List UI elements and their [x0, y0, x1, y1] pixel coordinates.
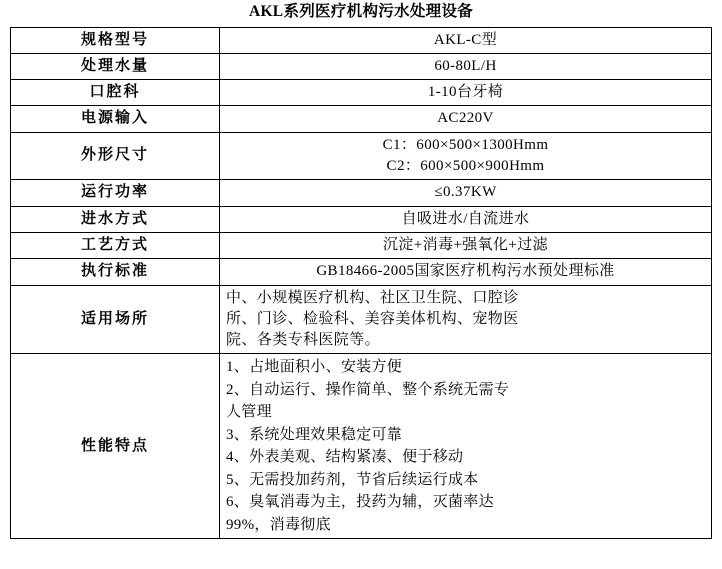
- row-value-dimensions: [220, 132, 712, 180]
- row-value-dental: 1-10台牙椅: [220, 80, 712, 106]
- table-row: [11, 285, 712, 354]
- page-title: AKL系列医疗机构污水处理设备: [248, 3, 474, 20]
- application-line-3: 院、各类专科医院等。: [226, 332, 381, 349]
- feature-line-7: 6、臭氧消毒为主，投药为辅，灭菌率达: [226, 494, 494, 511]
- row-label-operating-power: 运行功率: [11, 180, 220, 206]
- row-label-standard: 执行标准: [11, 259, 220, 285]
- feature-line-8: 99%，消毒彻底: [226, 516, 331, 533]
- row-value-capacity: 60-80L/H: [220, 53, 712, 79]
- table-row: [11, 53, 712, 79]
- row-label-applications: 适用场所: [11, 285, 220, 354]
- table-row: [11, 132, 712, 180]
- feature-line-3: 人管理: [226, 404, 272, 421]
- dimension-line-c2: C2：600×500×900Hmm: [386, 158, 545, 175]
- feature-line-4: 3、系统处理效果稳定可靠: [226, 426, 403, 443]
- row-label-process: 工艺方式: [11, 232, 220, 258]
- row-label-dental: 口腔科: [11, 80, 220, 106]
- row-label-power-input: 电源输入: [11, 106, 220, 132]
- row-value-power-input: AC220V: [220, 106, 712, 132]
- row-value-process: 沉淀+消毒+强氧化+过滤: [220, 232, 712, 258]
- dimension-line-c1: C1：600×500×1300Hmm: [382, 136, 549, 153]
- table-row: [11, 27, 712, 53]
- row-label-dimensions: 外形尺寸: [11, 132, 220, 180]
- table-row: [11, 106, 712, 132]
- application-line-1: 中、小规模医疗机构、社区卫生院、口腔诊: [226, 289, 519, 306]
- row-label-model: 规格型号: [11, 27, 220, 53]
- row-label-inlet-mode: 进水方式: [11, 206, 220, 232]
- application-line-2: 所、门诊、检验科、美容美体机构、宠物医: [226, 310, 519, 327]
- feature-line-6: 5、无需投加药剂，节省后续运行成本: [226, 471, 479, 488]
- feature-line-5: 4、外表美观、结构紧凑、便于移动: [226, 449, 464, 466]
- table-row: [11, 80, 712, 106]
- row-value-standard: GB18466-2005国家医疗机构污水预处理标准: [220, 259, 712, 285]
- row-value-operating-power: ≤0.37KW: [220, 180, 712, 206]
- row-value-model: AKL-C型: [220, 27, 712, 53]
- feature-line-1: 1、占地面积小、安装方便: [226, 359, 403, 376]
- row-value-features: [220, 354, 712, 539]
- specification-table: [10, 27, 712, 540]
- feature-line-2: 2、自动运行、操作简单、整个系统无需专: [226, 381, 510, 398]
- table-row: [11, 354, 712, 539]
- table-row: [11, 206, 712, 232]
- table-row: [11, 232, 712, 258]
- row-value-inlet-mode: 自吸进水/自流进水: [220, 206, 712, 232]
- row-label-capacity: 处理水量: [11, 53, 220, 79]
- row-label-features: 性能特点: [11, 354, 220, 539]
- table-row: [11, 259, 712, 285]
- table-row: [11, 180, 712, 206]
- row-value-applications: [220, 285, 712, 354]
